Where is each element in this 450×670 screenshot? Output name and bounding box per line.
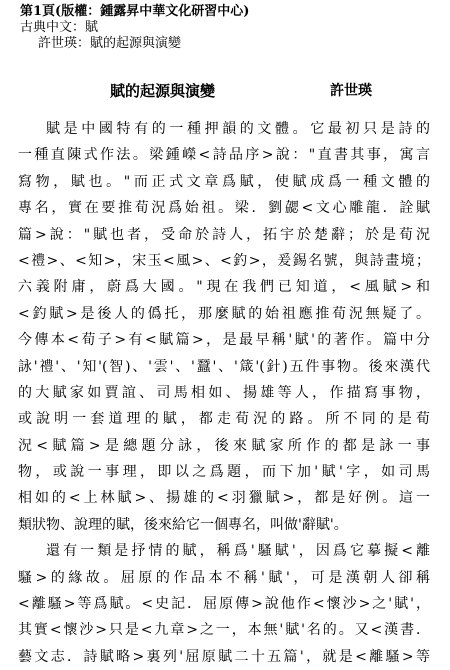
- body-line: 藝文志．詩賦略>裏列'屈原賦二十五篇'，就是<離騷>等: [18, 648, 430, 665]
- article-header: 許世瑛：賦的起源與演變: [38, 36, 182, 51]
- body-line: 還有一類是抒情的賦，稱爲'騷賦'，因爲它摹擬<離: [46, 543, 430, 560]
- body-line: 相如的<上林賦>、揚雄的<羽獵賦>，都是好例。這一: [18, 490, 430, 507]
- body-line: 詠'禮'、'知'(智)、'雲'、'蠶'、'箴'(針)五件事物。後來漢代: [18, 358, 430, 375]
- body-line: <離騷>等爲賦。<史記．屈原傳>說他作<懷沙>之'賦'，: [18, 596, 430, 613]
- body-line: 騷>的緣故。屈原的作品本不稱'賦'，可是漢朝人卻稱: [18, 569, 430, 586]
- body-line: 的大賦家如賈誼、司馬相如、揚雄等人，作描寫事物，: [18, 384, 430, 401]
- body-line: 今傳本<荀子>有<賦篇>，是最早稱'賦'的著作。篇中分: [18, 332, 430, 349]
- body-line: 六義附庸，蔚爲大國。"現在我們已知道，<風賦>和: [18, 279, 430, 296]
- body-line: 其實<懷沙>只是<九章>之一，本無'賦'名的。又<漢書．: [18, 622, 430, 639]
- category-header: 古典中文：賦: [20, 20, 99, 35]
- body-line: 寫物，賦也。"而正式文章爲賦，使賦成爲一種文體的: [18, 173, 430, 190]
- body-line: 專名，實在要推荀況爲始祖。梁．劉勰<文心雕龍．詮賦: [18, 200, 430, 217]
- body-line: 篇>說："賦也者，受命於詩人，拓宇於楚辭；於是荀況: [18, 226, 430, 243]
- article-body: [18, 116, 430, 670]
- body-line: 或說明一套道理的賦，都走荀況的路。所不同的是荀: [18, 411, 430, 428]
- body-line: <釣賦>是後人的僞托，那麼賦的始祖應推荀況無疑了。: [18, 305, 430, 322]
- body-line: 賦是中國特有的一種押韻的文體。它最初只是詩的: [46, 121, 430, 137]
- copyright-header: 第1頁(版權：鍾露昇中華文化研習中心): [20, 4, 250, 19]
- body-line: 一種直陳式作法。梁鍾嶸<詩品序>說："直書其事，寓言: [18, 147, 430, 164]
- body-line: <禮>、<知>，宋玉<風>、<釣>，爰錫名號，與詩畫境；: [18, 252, 430, 269]
- article-title: 賦的起源與演變: [110, 82, 216, 100]
- body-line: 況<賦篇>是總題分詠，後來賦家所作的都是詠一事: [18, 437, 430, 454]
- article-author: 許世瑛: [330, 83, 372, 99]
- body-line: 類狀物、說理的賦，後來給它一個專名，叫做'辭賦'。: [18, 516, 348, 533]
- title-row: [0, 80, 450, 100]
- body-line: 物，或說一事理，即以之爲題，而下加'賦'字，如司馬: [18, 464, 430, 481]
